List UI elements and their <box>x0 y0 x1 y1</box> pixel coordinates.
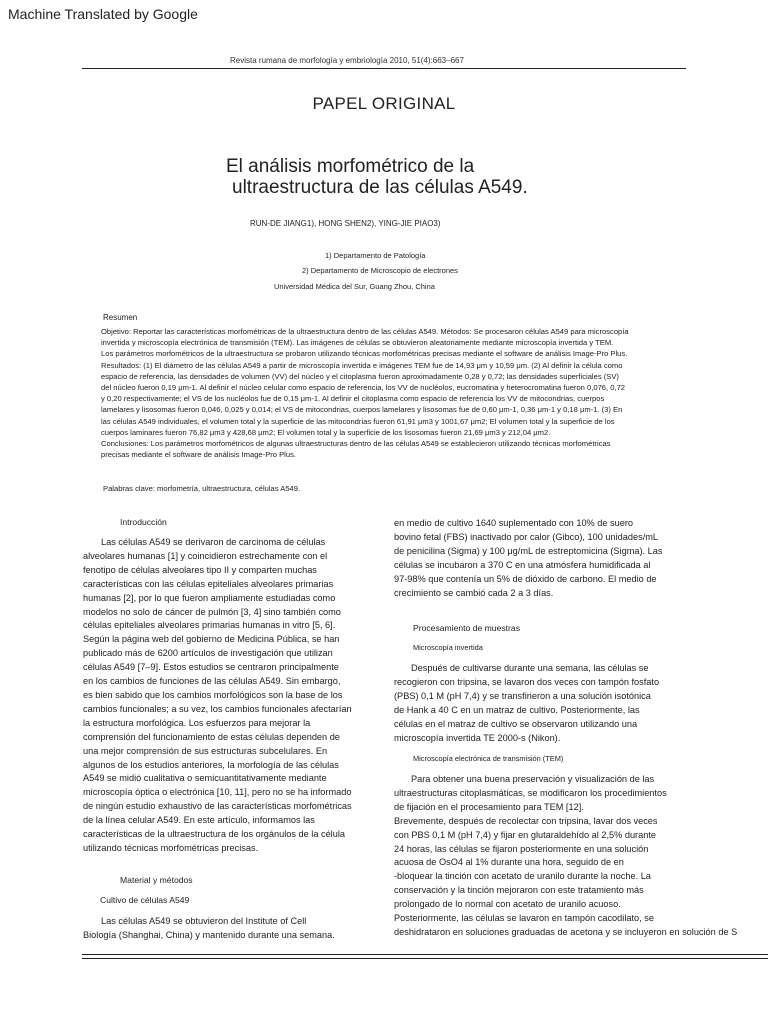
footer-rule <box>82 954 768 955</box>
processing-heading: Procesamiento de muestras <box>413 623 520 633</box>
text-line: con PBS 0,1 M (pH 7,4) y fijar en glutaraldehído al 2,5% durante <box>394 829 656 840</box>
text-line: modelos no solo de cáncer de pulmón [3, 4] sino también como <box>83 606 341 617</box>
text-line: algunos de los estudios anteriores, la morfología de las células <box>83 759 339 770</box>
text-line: fenotipo de células alveolares tipo II y comparten muchas <box>83 564 317 575</box>
text-line: acuosa de OsO4 al 1% durante una hora, seguido de en <box>394 857 624 868</box>
text-line: características de la ultraestructura de los orgánulos de la célula <box>83 829 345 840</box>
abstract-line: precisas mediante el software de análisis Image-Pro Plus. <box>101 450 296 460</box>
abstract-line: y 0,20 respectivamente; el VS de los nucléolos fue de 0,15 μm-1. Al definir el citoplasma como espacio de referencia los VV de mitocondrias, cuerpos <box>101 394 605 404</box>
abstract-line: lamelares y lisosomas fueron 0,046, 0,025 y 0,014; el VS de mitocondrias, cuerpos lamelares y lisosomas fue de 0,60 μm-1, 0,36 μm-1 y 0,18 μm-1. (3) En <box>101 405 623 415</box>
intro-body <box>83 536 352 856</box>
text-line: cambios funcionales; a su vez, los cambios funcionales afectarían <box>83 703 352 714</box>
keywords: Palabras clave: morfometría, ultraestructura, células A549. <box>103 484 301 493</box>
text-line: A549 se midió cualitativa o semicuantitativamente mediante <box>83 773 327 784</box>
text-line: de penicilina (Sigma) y 100 μg/mL de estreptomicina (Sigma). Las <box>394 545 663 556</box>
text-line: humanas [2], por lo que fueron ampliamente estudiadas como <box>83 592 336 603</box>
abstract-line: las células A549 individuales, el volumen total y la superficie de las mitocondrias fueron 61,91 μm3 y 1001,67 μm2; El volumen total y la superficie de los <box>101 416 615 426</box>
text-line: en medio de cultivo 1640 suplementado con 10% de suero <box>394 518 634 528</box>
text-line: recogieron con tripsina, se lavaron dos veces con tampón fosfato <box>394 676 660 687</box>
text-line: conservación y la tinción mejoraron con este tratamiento más <box>394 885 644 896</box>
culture-heading: Cultivo de células A549 <box>100 895 190 905</box>
text-line: de Hank a 40 C en un matraz de cultivo. Posteriormente, las <box>394 704 640 715</box>
intro-heading: Introducción <box>120 517 167 527</box>
text-line: crecimiento se cambió cada 2 a 3 días. <box>394 587 554 598</box>
title-line-1: El análisis morfométrico de la <box>226 156 475 177</box>
text-line: Posteriormente, las células se lavaron en tampón cacodilato, se <box>394 913 654 924</box>
text-line: Las células A549 se obtuvieron del Institute of Cell <box>101 916 307 926</box>
culture-body <box>83 915 335 943</box>
abstract-line: Objetivo: Reportar las características morfométricas de la ultraestructura dentro de las células A549. Métodos: Se procesaron células A549 para microscopía <box>101 327 629 336</box>
text-line: Brevemente, después de recolectar con tripsina, lavar dos veces <box>394 815 658 826</box>
text-line: Para obtener una buena preservación y visualización de las <box>411 774 655 784</box>
inverted-microscopy-heading: Microscopía invertida <box>413 643 483 652</box>
affiliation-3: Universidad Médica del Sur, Guang Zhou, China <box>274 282 435 291</box>
text-line: publicado más de 6200 artículos de investigación que utilizan <box>83 648 333 659</box>
text-line: de fijación en el procesamiento para TEM [12]. <box>394 801 584 812</box>
abstract-line: Conclusiones: Los parámetros morfométricos de algunas ultraestructuras dentro de las células A549 se establecieron utilizando técnicas morfométricas <box>101 439 611 449</box>
abstract-line: del núcleo fueron 0,19 μm-1. Al definir el núcleo celular como espacio de referencia, los VV de nucléolos, eucromatina y heterocromatina fueron 0,076, 0,72 <box>101 383 626 393</box>
translation-banner: Machine Translated by Google <box>8 6 198 22</box>
tem-body <box>394 773 737 940</box>
text-line: Las células A549 se derivaron de carcinoma de células <box>101 537 326 547</box>
footer-rule <box>82 958 768 959</box>
text-line: microscopía invertida TE 2000-s (Nikon). <box>394 732 561 743</box>
text-line: de ningún estudio exhaustivo de las características morfométricas <box>83 801 352 812</box>
authors: RUN-DE JIANG1), HONG SHEN2), YING-JIE PIAO3) <box>250 219 441 228</box>
header-rule <box>82 68 686 69</box>
text-line: 97-98% que contenía un 5% de dióxido de carbono. El medio de <box>394 573 657 584</box>
inverted-microscopy-body <box>394 662 659 745</box>
text-line: prolongado de lo normal con acetato de uranilo acuoso. <box>394 899 621 910</box>
text-line: -bloquear la tinción con acetato de uranilo durante la noche. La <box>394 871 651 882</box>
affiliation-1: 1) Departamento de Patología <box>325 251 426 260</box>
abstract-heading: Resumen <box>103 313 138 322</box>
text-line: de la línea celular A549. En este artículo, informamos las <box>83 815 315 826</box>
text-line: utilizando técnicas morfométricas precisas. <box>83 842 259 853</box>
text-line: células A549 [7–9]. Estos estudios se centraron principalmente <box>83 662 339 673</box>
text-line: la estructura morfológica. Los esfuerzos para mejorar la <box>83 717 311 728</box>
title-line-2: ultraestructura de las células A549. <box>232 177 528 198</box>
text-line: Después de cultivarse durante una semana, las células se <box>411 663 649 673</box>
abstract-line: Los parámetros morfométricos de la ultraestructura se probaron utilizando técnicas morfométricas precisas mediante el software de análisis Image-Pro Plus. <box>101 349 628 359</box>
journal-citation: Revista rumana de morfología y embriología 2010, 51(4):663–667 <box>230 56 464 65</box>
text-line: células en el matraz de cultivo se observaron utilizando una <box>394 718 638 729</box>
text-line: células epiteliales alveolares primarias humanas in vitro [5, 6]. <box>83 620 336 631</box>
text-line: células se incubaron a 370 C en una atmósfera humidificada al <box>394 559 651 570</box>
text-line: (PBS) 0,1 M (pH 7,4) y se transfirieron a una solución isotónica <box>394 690 651 701</box>
abstract-line: espacio de referencia, las densidades de volumen (VV) del núcleo y el citoplasma fueron aproximadamente 0,28 y 0,72; las densidades superficiales (SV) <box>101 371 619 381</box>
text-line: es bien sabido que los cambios morfológicos son la base de los <box>83 689 343 700</box>
text-line: comprensión del funcionamiento de estas células dependen de <box>83 731 340 742</box>
abstract-line: cuerpos laminares fueron 76,82 μm3 y 428,68 μm2; El volumen total y la superficie de los lisosomas fueron 21,69 μm3 y 212,04 μm2. <box>101 427 551 437</box>
text-line: características con las células epiteliales alveolares primarias <box>83 578 334 589</box>
text-line: alveolares humanas [1] y coincidieron estrechamente con el <box>83 550 328 561</box>
abstract-body <box>101 326 697 460</box>
text-line: Biología (Shanghai, China) y mantenido durante una semana. <box>83 929 335 940</box>
abstract-line: invertida y microscopía electrónica de transmisión (TEM). Las imágenes de células se obtuvieron aleatoriamente mediante microscopía invertida y TEM. <box>101 338 614 348</box>
tem-heading: Microscopía electrónica de transmisión (TEM) <box>413 754 564 763</box>
text-line: 24 horas, las células se fijaron posteriormente en una solución <box>394 843 649 854</box>
text-line: deshidrataron en soluciones graduadas de acetona y se incluyeron en solución de S <box>394 926 738 937</box>
article-type-heading: PAPEL ORIGINAL <box>312 94 456 113</box>
methods-heading: Material y métodos <box>120 875 193 885</box>
text-line: microscopía óptica o electrónica [10, 11], pero no se ha informado <box>83 787 352 798</box>
culture-continued <box>394 517 662 600</box>
affiliation-2: 2) Departamento de Microscopio de electrones <box>302 266 458 275</box>
text-line: en los cambios de funciones de las células A549. Sin embargo, <box>83 676 341 687</box>
text-line: bovino fetal (FBS) inactivado por calor (Gibco), 100 unidades/mL <box>394 531 659 542</box>
abstract-line: Resultados: (1) El diámetro de las células A549 a partir de microscopía invertida e imágenes TEM fue de 14,93 μm y 10,59 μm. (2) Al definir la célula como <box>101 360 623 370</box>
text-line: Según la página web del gobierno de Medicina Pública, se han <box>83 634 340 645</box>
text-line: ultraestructuras citoplasmáticas, se modificaron los procedimientos <box>394 787 667 798</box>
text-line: una mejor comprensión de sus estructuras subcelulares. En <box>83 745 328 756</box>
